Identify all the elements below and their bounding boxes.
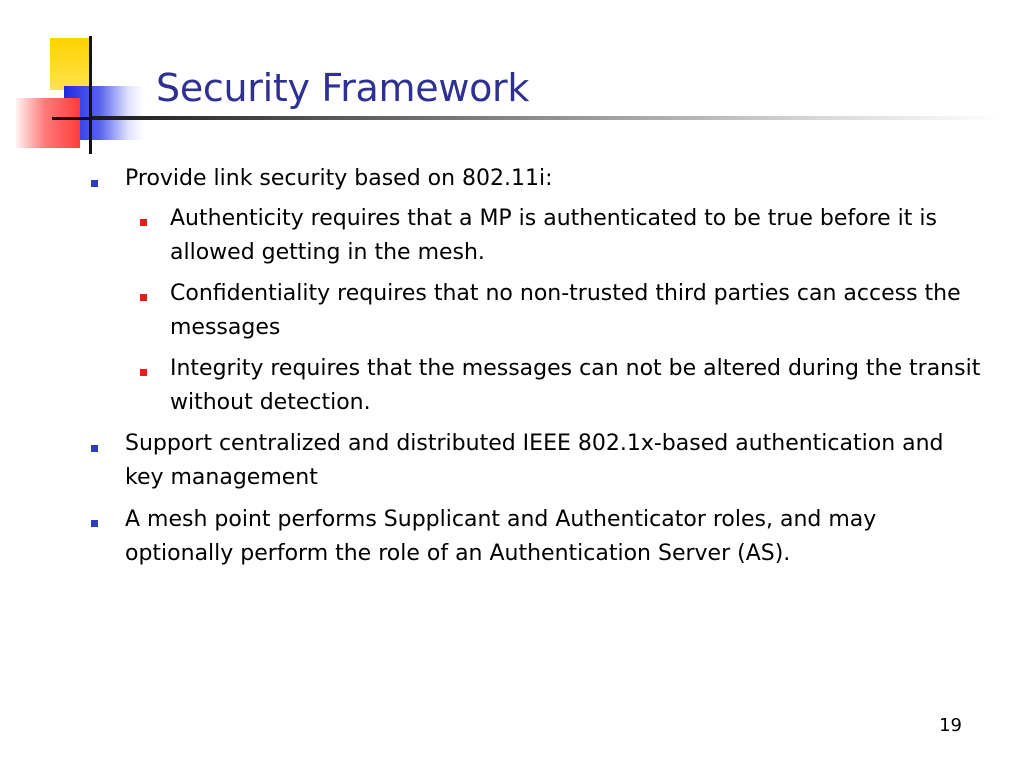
bullet-marker (91, 445, 98, 452)
bullet-item: Support centralized and distributed IEEE 802.1x-based authentication and key management (125, 431, 944, 490)
sub-bullet-marker (140, 369, 147, 376)
bullet-item: Provide link security based on 802.11i: (125, 166, 553, 191)
bullet-marker (91, 520, 98, 527)
sub-bullet-marker (140, 219, 147, 226)
slide-title: Security Framework (156, 66, 530, 110)
sub-bullet-item: Authenticity requires that a MP is authenticated to be true before it is allowed getting in the mesh. (170, 206, 937, 265)
page-number: 19 (939, 715, 962, 736)
bullet-item: A mesh point performs Supplicant and Authenticator roles, and may optionally perform the role of an Authentication Server (AS). (125, 507, 877, 566)
sub-bullet-item: Integrity requires that the messages can not be altered during the transit without detection. (170, 356, 981, 415)
sub-bullet-item: Confidentiality requires that no non-trusted third parties can access the messages (170, 281, 961, 340)
bullet-marker (91, 180, 98, 187)
sub-bullet-marker (140, 294, 147, 301)
